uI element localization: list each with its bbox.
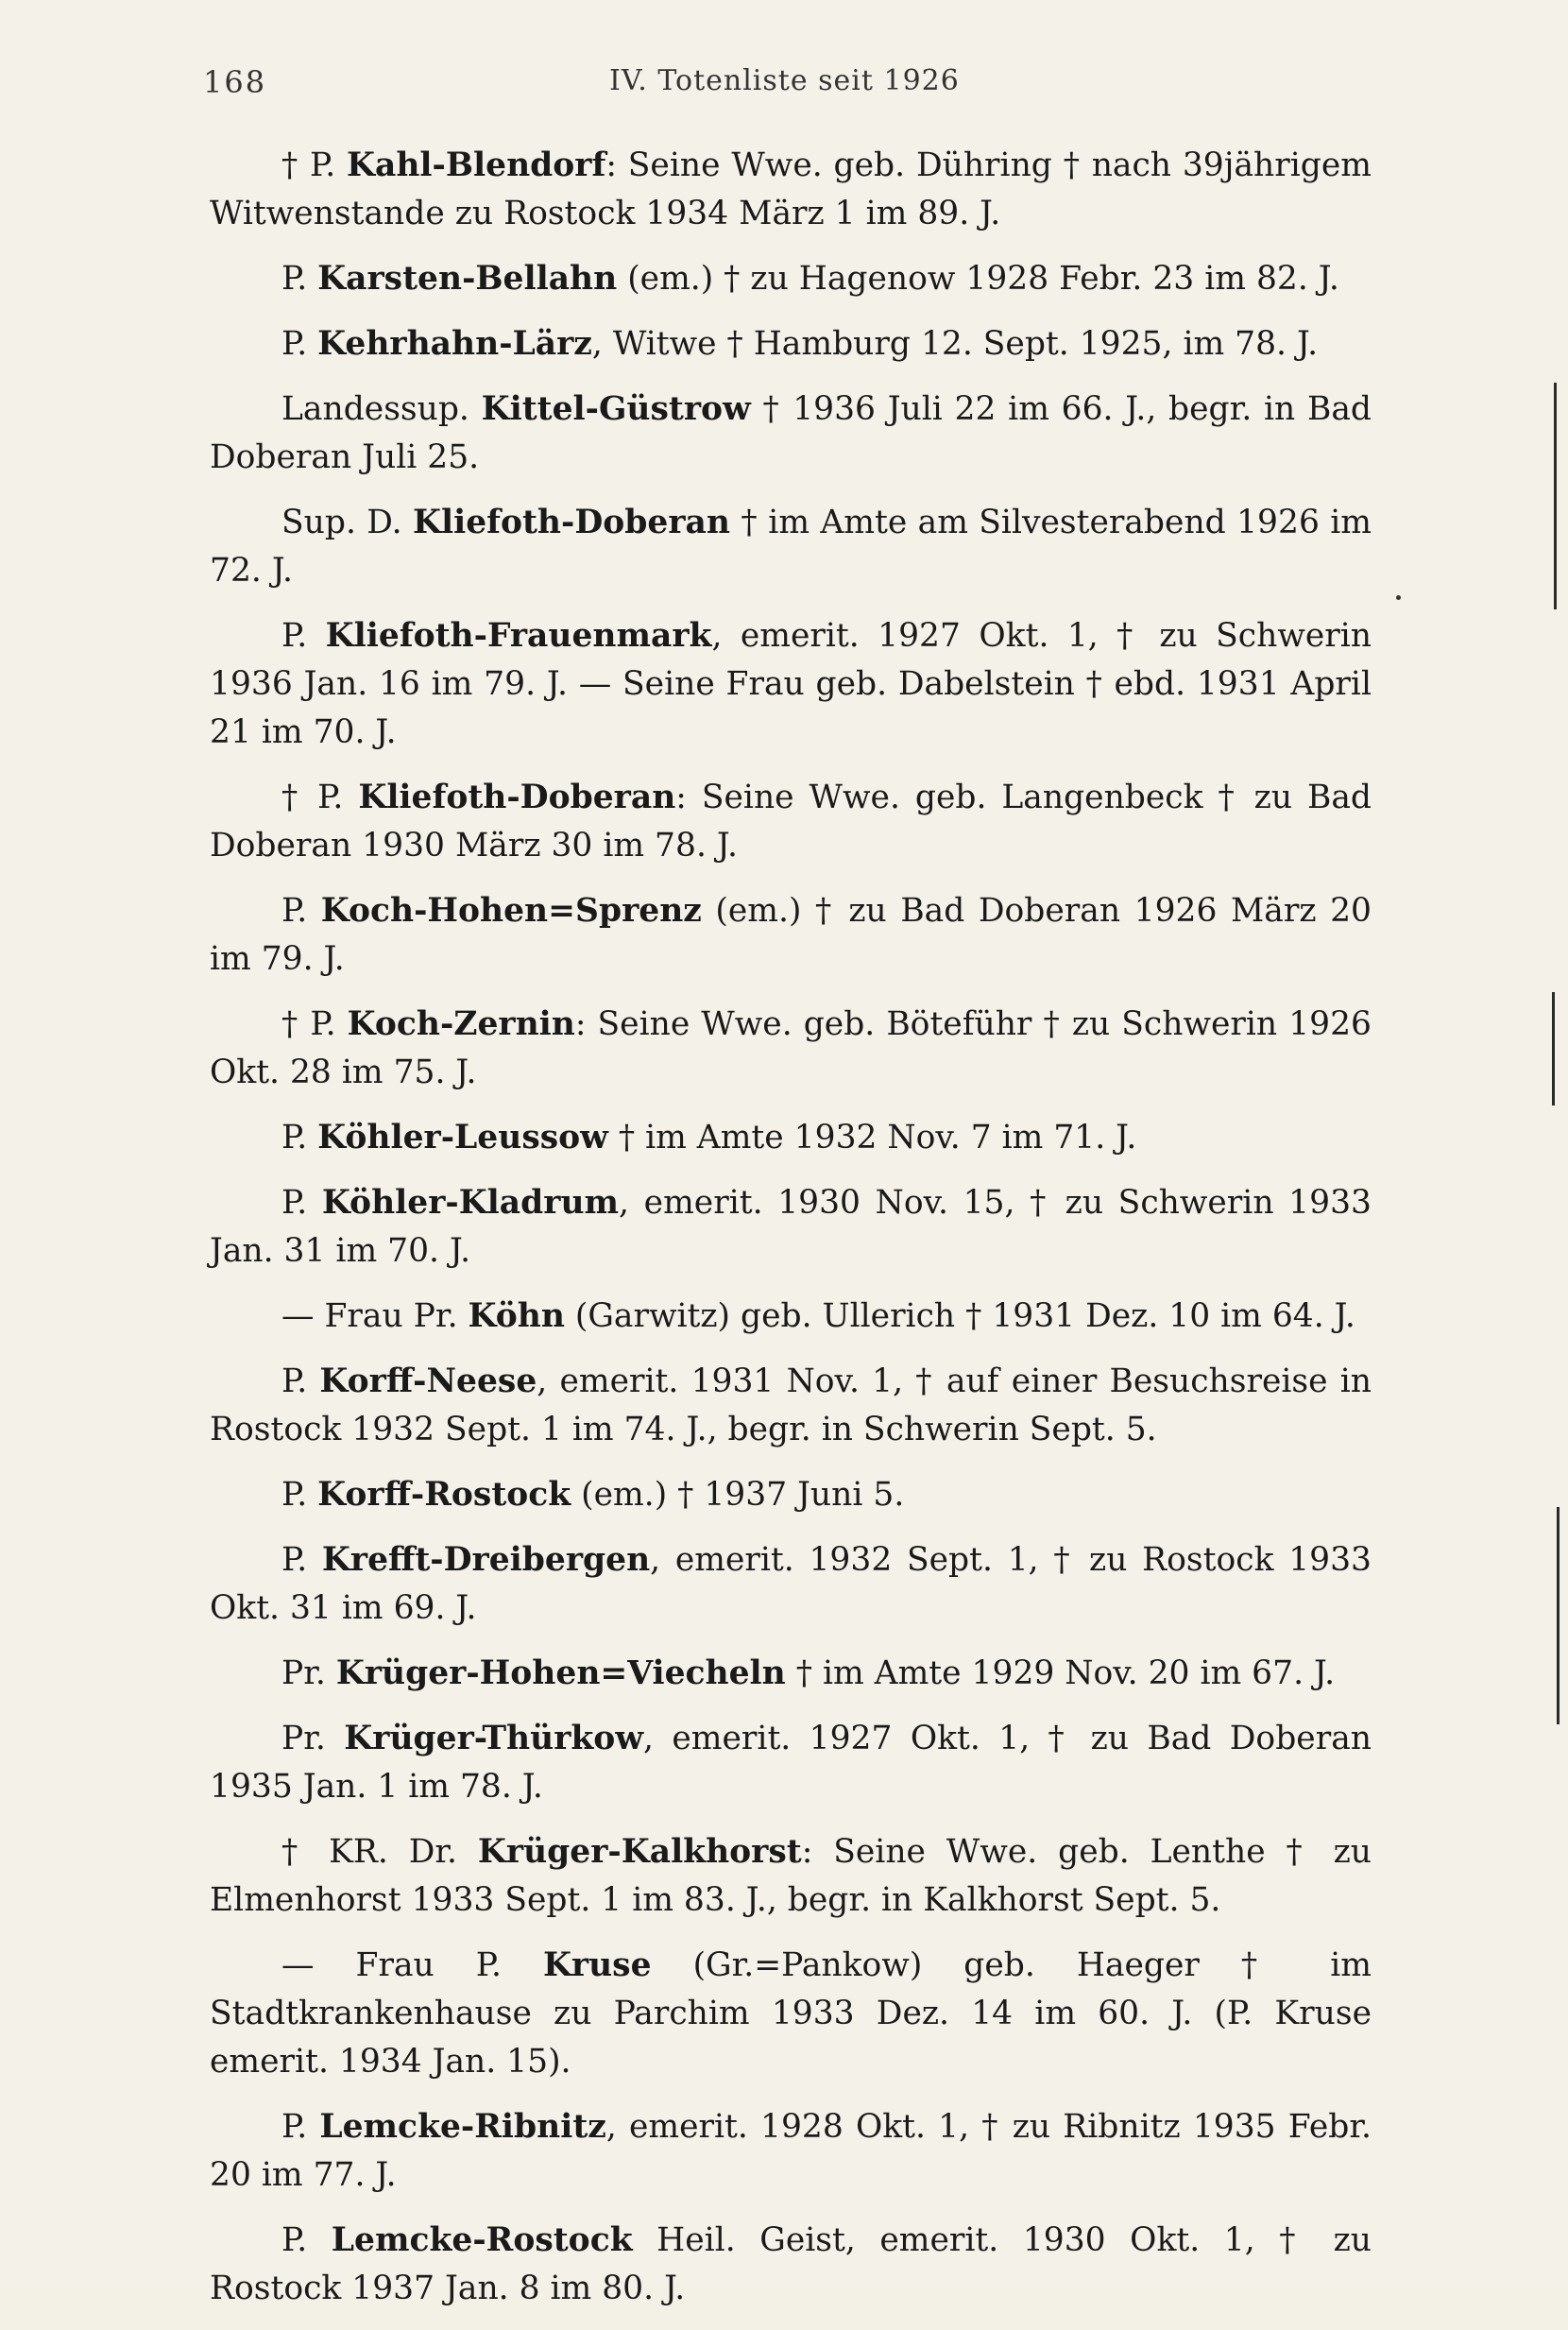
list-item: P. Kehrhahn-Lärz, Witwe † Hamburg 12. Sept. 1925, im 78. J. (281, 325, 1319, 363)
entry-name: Krüger-Thürkow (344, 1720, 644, 1757)
list-item: P. Köhler-Kladrum, emerit. 1930 Nov. 15, † zu Schwerin 1933 Jan. 31 im 70. J. (210, 1184, 1372, 1270)
list-item: P. Korff-Rostock (em.) † 1937 Juni 5. (281, 1476, 905, 1514)
margin-line (1554, 383, 1557, 609)
entry-name: Lemcke-Ribnitz (319, 2108, 606, 2146)
entry-name: Kruse (542, 1946, 652, 1984)
entry-name: Lemcke-Rostock (331, 2221, 633, 2259)
obituary-list (210, 142, 1372, 2330)
entry-name: Korff-Rostock (317, 1476, 571, 1514)
margin-line (1557, 1507, 1559, 1724)
page-number: 168 (203, 64, 267, 100)
list-item: † P. Koch-Zernin: Seine Wwe. geb. Böteführ † zu Schwerin 1926 Okt. 28 im 75. J. (210, 1005, 1372, 1091)
entry-name: Köhn (468, 1297, 565, 1335)
ink-speck (1396, 595, 1401, 600)
list-item: † KR. Dr. Krüger-Kalkhorst: Seine Wwe. geb. Lenthe † zu Elmenhorst 1933 Sept. 1 im 83. J., begr. in Kalkhorst Sept. 5. (210, 1833, 1372, 1919)
list-item: † P. Kliefoth-Doberan: Seine Wwe. geb. Langenbeck † zu Bad Doberan 1930 März 30 im 78. J. (210, 779, 1372, 865)
entry-name: Kittel-Güstrow (481, 390, 751, 428)
entry-name: Kahl-Blendorf (347, 146, 606, 184)
list-item: Landessup. Kittel-Güstrow † 1936 Juli 22 im 66. J., begr. in Bad Doberan Juli 25. (210, 390, 1372, 476)
entry-name: Krüger-Hohen=Viecheln (335, 1654, 786, 1692)
entry-name: Korff-Neese (319, 1362, 537, 1400)
running-title: IV. Totenliste seit 1926 (609, 64, 960, 97)
entry-name: Kehrhahn-Lärz (317, 325, 592, 363)
list-item: P. Lemcke-Rostock Heil. Geist, emerit. 1930 Okt. 1, † zu Rostock 1937 Jan. 8 im 80. J. (210, 2221, 1372, 2307)
list-item: Sup. D. Kliefoth-Doberan † im Amte am Silvesterabend 1926 im 72. J. (210, 504, 1372, 590)
entry-name: Köhler-Kladrum (321, 1184, 620, 1222)
list-item: P. Korff-Neese, emerit. 1931 Nov. 1, † auf einer Besuchsreise in Rostock 1932 Sept. 1 im 74. J., begr. in Schwerin Sept. 5. (210, 1362, 1372, 1448)
list-item: P. Karsten-Bellahn (em.) † zu Hagenow 1928 Febr. 23 im 82. J. (281, 260, 1339, 298)
list-item: P. Köhler-Leussow † im Amte 1932 Nov. 7 im 71. J. (281, 1119, 1137, 1156)
entry-name: Koch-Hohen=Sprenz (320, 892, 702, 930)
entry-name: Krüger-Kalkhorst (477, 1833, 802, 1871)
running-head (203, 64, 1393, 111)
entry-name: Krefft-Dreibergen (321, 1541, 651, 1579)
list-item: † P. Kahl-Blendorf: Seine Wwe. geb. Dühring † nach 39jährigem Witwenstande zu Rostock 1934 März 1 im 89. J. (210, 146, 1372, 232)
list-item: P. Krefft-Dreibergen, emerit. 1932 Sept. 1, † zu Rostock 1933 Okt. 31 im 69. J. (210, 1541, 1372, 1627)
entry-name: Koch-Zernin (347, 1005, 575, 1043)
entry-name: Kliefoth-Doberan (358, 779, 676, 816)
margin-line (1552, 992, 1555, 1105)
list-item: P. Koch-Hohen=Sprenz (em.) † zu Bad Doberan 1926 März 20 im 79. J. (210, 892, 1372, 978)
list-item: P. Kliefoth-Frauenmark, emerit. 1927 Okt. 1, † zu Schwerin 1936 Jan. 16 im 79. J. — Seine Frau geb. Dabelstein † ebd. 1931 April 21 im 70. J. (210, 617, 1372, 751)
list-item: Pr. Krüger-Hohen=Viecheln † im Amte 1929 Nov. 20 im 67. J. (281, 1654, 1336, 1692)
entry-name: Kliefoth-Doberan (413, 504, 730, 541)
entry-name: Kliefoth-Frauenmark (325, 617, 712, 655)
list-item: — Frau Pr. Köhn (Garwitz) geb. Ullerich † 1931 Dez. 10 im 64. J. (281, 1297, 1355, 1335)
list-item: Pr. Krüger-Thürkow, emerit. 1927 Okt. 1, † zu Bad Doberan 1935 Jan. 1 im 78. J. (210, 1720, 1372, 1806)
list-item: — Frau P. Kruse (Gr.=Pankow) geb. Haeger † im Stadtkrankenhause zu Parchim 1933 Dez. 14 im 60. J. (P. Kruse emerit. 1934 Jan. 15). (210, 1946, 1372, 2081)
entry-name: Karsten-Bellahn (317, 260, 618, 298)
list-item: P. Lemcke-Ribnitz, emerit. 1928 Okt. 1, † zu Ribnitz 1935 Febr. 20 im 77. J. (210, 2108, 1372, 2194)
entry-name: Köhler-Leussow (317, 1119, 608, 1156)
